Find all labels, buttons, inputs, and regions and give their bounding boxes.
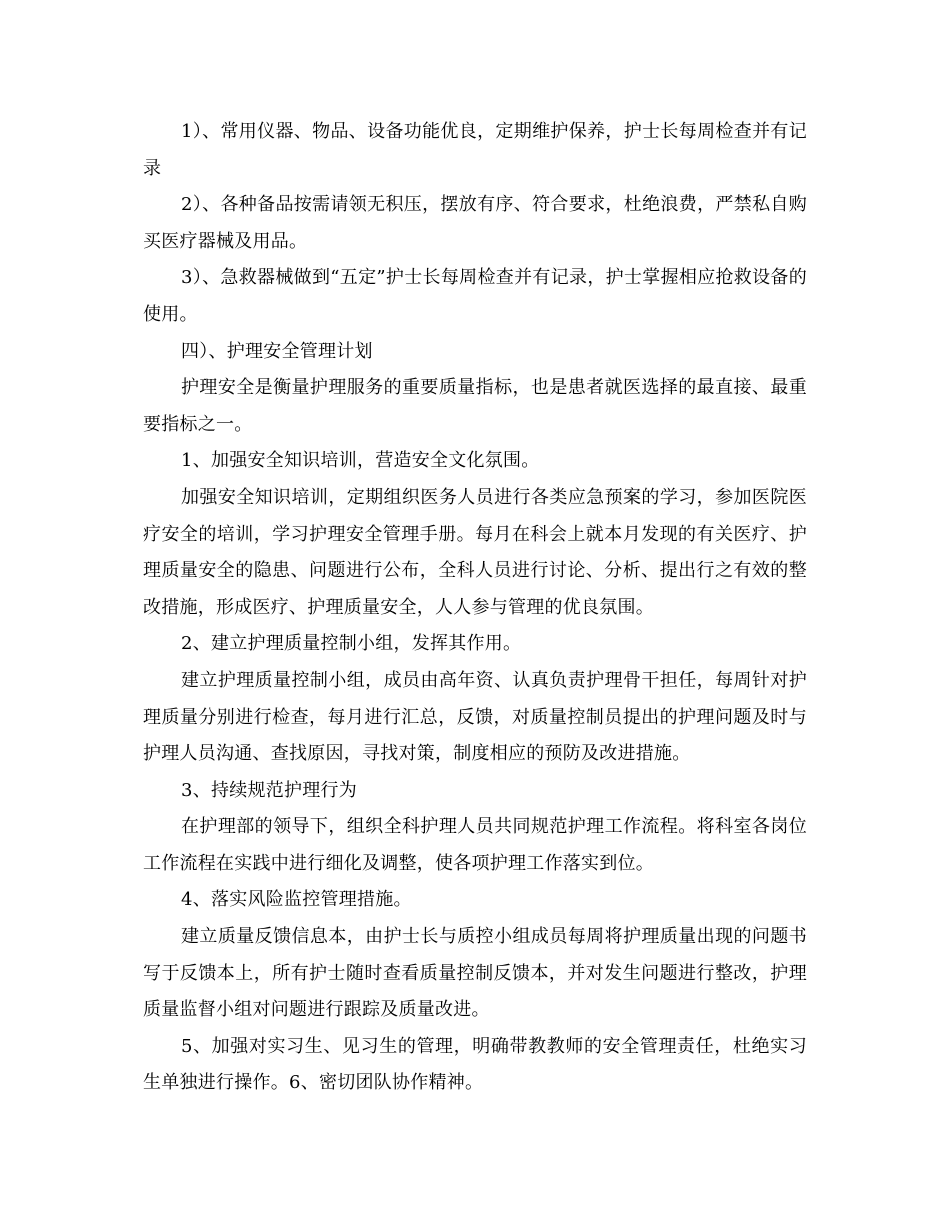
paragraph-risk-monitoring: 建立质量反馈信息本，由护士长与质控小组成员每周将护理质量出现的问题书写于反馈本上，所有护士随时查看质量控制反馈本，并对发生问题进行整改，护理质量监督小组对问题进行跟踪及质量改进。 [143, 926, 807, 1021]
item-heading-standardize-behavior: 3、持续规范护理行为 [181, 779, 357, 801]
paragraph-quality-control-group: 建立护理质量控制小组，成员由高年资、认真负责护理骨干担任，每周针对护理质量分别进行检查，每月进行汇总，反馈，对质量控制员提出的护理问题及时与护理人员沟通、查找原因，寻找对策，制度相应的预防及改进措施。 [143, 669, 807, 765]
paragraph-emergency-equipment: 3）、急救器械做到“五定”护士长每周检查并有记录，护士掌握相应抢救设备的使用。 [143, 267, 807, 325]
item-heading-safety-training: 1、加强安全知识培训，营造安全文化氛围。 [181, 450, 540, 472]
paragraph-supplies-management: 2）、各种备品按需请领无积压，摆放有序、符合要求，杜绝浪费，严禁私自购买医疗器械及用品。 [143, 194, 807, 252]
section-heading-nursing-safety: 四）、护理安全管理计划 [181, 340, 373, 362]
paragraph-intern-management: 5、加强对实习生、见习生的管理，明确带教教师的安全管理责任，杜绝实习生单独进行操作。6、密切团队协作精神。 [143, 1035, 807, 1094]
document-body [143, 114, 807, 1102]
paragraph-safety-training: 加强安全知识培训，定期组织医务人员进行各类应急预案的学习，参加医院医疗安全的培训，学习护理安全管理手册。每月在科会上就本月发现的有关医疗、护理质量安全的隐患、问题进行公布，全科人员进行讨论、分析、提出行之有效的整改措施，形成医疗、护理质量安全，人人参与管理的优良氛围。 [143, 486, 807, 618]
paragraph-safety-importance: 护理安全是衡量护理服务的重要质量指标，也是患者就医选择的最直接、最重要指标之一。 [143, 377, 807, 435]
item-heading-quality-control-group: 2、建立护理质量控制小组，发挥其作用。 [181, 633, 522, 655]
paragraph-standardize-behavior: 在护理部的领导下，组织全科护理人员共同规范护理工作流程。将科室各岗位工作流程在实践中进行细化及调整，使各项护理工作落实到位。 [143, 816, 807, 874]
paragraph-equipment-maintenance: 1）、常用仪器、物品、设备功能优良，定期维护保养，护士长每周检查并有记录 [143, 121, 807, 179]
item-heading-risk-monitoring: 4、落实风险监控管理措施。 [181, 889, 412, 911]
